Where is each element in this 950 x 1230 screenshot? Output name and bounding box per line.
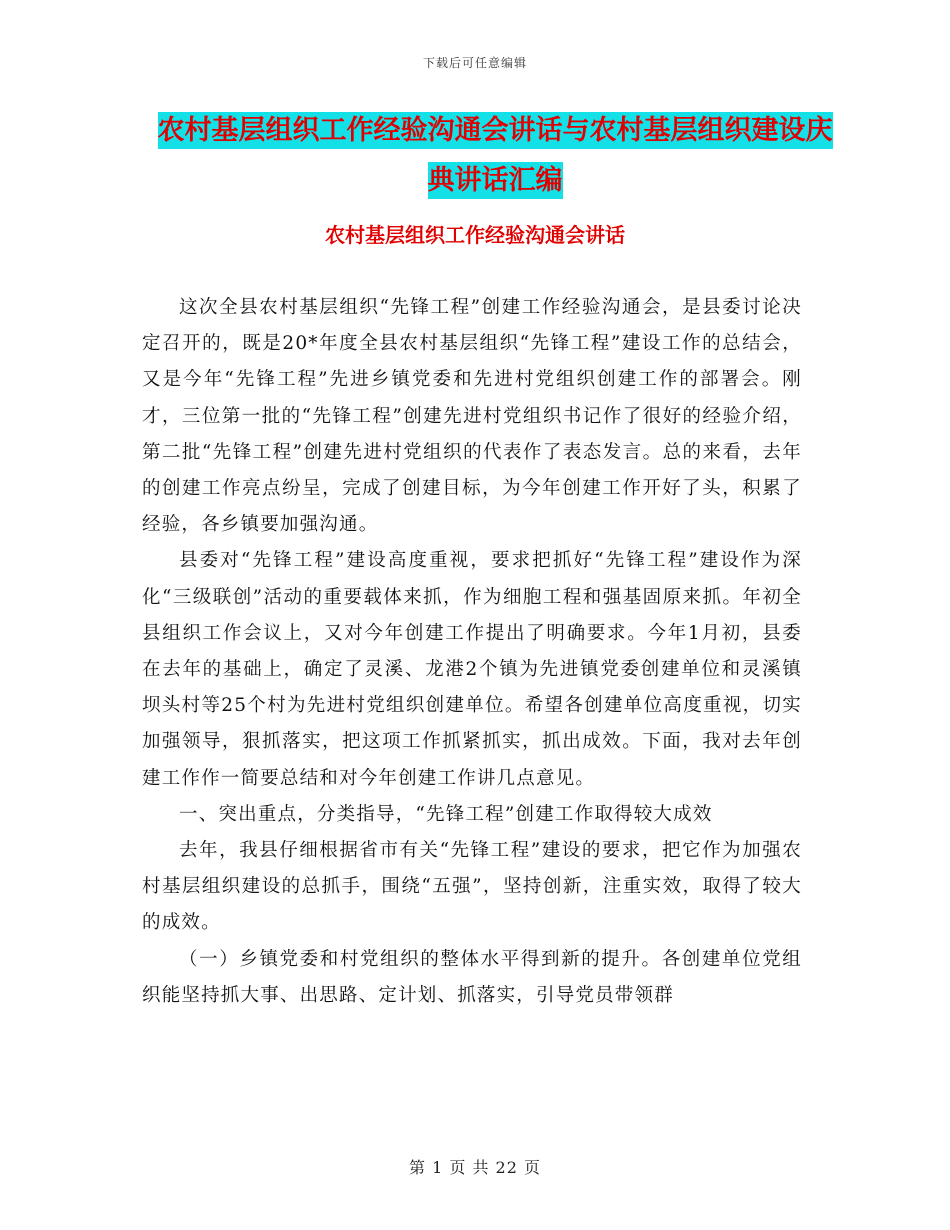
paragraph: 去年，我县仔细根据省市有关“先锋工程”建设的要求，把它作为加强农村基层组织建设的总抓手，围绕“五强”，坚持创新，注重实效，取得了较大的成效。 — [142, 840, 802, 934]
paragraph: 县委对“先锋工程”建设高度重视，要求把抓好“先锋工程”建设作为深化“三级联创”活动的重要载体来抓，作为细胞工程和强基固原来抓。年初全县组织工作会议上，又对今年创建工作提出了明确要求。今年1月初，县委在去年的基础上，确定了灵溪、龙港2个镇为先进镇党委创建单位和灵溪镇坝头村等25个村为先进村党组织创建单位。希望各创建单位高度重视，切实加强领导，狠抓落实，把这项工作抓紧抓实，抓出成效。下面，我对去年创建工作作一简要总结和对今年创建工作讲几点意见。 — [142, 550, 802, 789]
page-footer-number: 第 1 页 共 22 页 — [409, 1158, 541, 1177]
document-title — [150, 106, 840, 206]
document-title-text: 农村基层组织工作经验沟通会讲话与农村基层组织建设庆典讲话汇编 — [158, 112, 833, 199]
page-header-note: 下载后可任意编辑 — [422, 56, 527, 70]
paragraph: （一）乡镇党委和村党组织的整体水平得到新的提升。各创建单位党组织能坚持抓大事、出思路、定计划、抓落实，引导党员带领群 — [142, 948, 802, 1006]
section-title: 农村基层组织工作经验沟通会讲话 — [325, 223, 625, 247]
body-text — [142, 290, 802, 1014]
paragraph: 这次全县农村基层组织“先锋工程”创建工作经验沟通会，是县委讨论决定召开的，既是20*年度全县农村基层组织“先锋工程”建设工作的总结会，又是今年“先锋工程”先进乡镇党委和先进村党组织创建工作的部署会。刚才，三位第一批的“先锋工程”创建先进村党组织书记作了很好的经验介绍，第二批“先锋工程”创建先进村党组织的代表作了表态发言。总的来看，去年的创建工作亮点纷呈，完成了创建目标，为今年创建工作开好了头，积累了经验，各乡镇要加强沟通。 — [142, 297, 802, 536]
paragraph-heading: 一、突出重点，分类指导，“先锋工程”创建工作取得较大成效 — [179, 803, 713, 825]
